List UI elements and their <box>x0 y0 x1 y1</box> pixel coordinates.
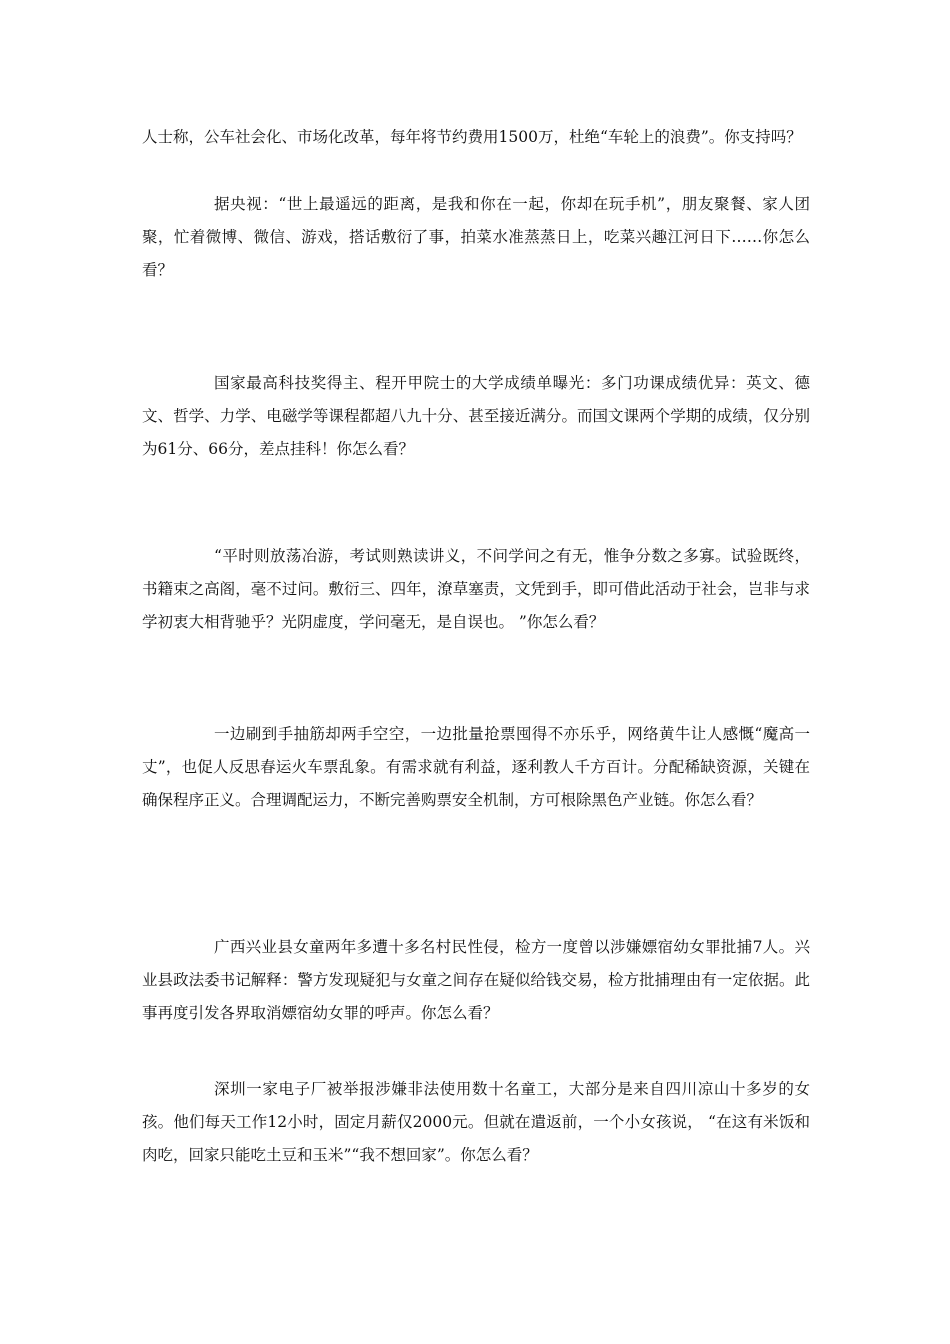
paragraph-1: 人士称，公车社会化、市场化改革，每年将节约费用1500万，杜绝“车轮上的浪费”。你支持吗？ <box>142 128 802 146</box>
paragraph-4: “平时则放荡冶游，考试则熟读讲义，不问学问之有无，惟争分数之多寡。试验既终，书籍束之高阁，毫不过问。敷衍三、四年，潦草塞责，文凭到手，即可借此活动于社会，岂非与求学初衷大相背驰乎？光阴虚度，学问毫无，是自误也。 ”你怎么看？ <box>142 547 810 631</box>
paragraph-7: 深圳一家电子厂被举报涉嫌非法使用数十名童工，大部分是来自四川凉山十多岁的女孩。他们每天工作12小时，固定月薪仅2000元。但就在遣返前，一个小女孩说， “在这有米饭和肉吃，回家只能吃土豆和玉米”“我不想回家”。你怎么看？ <box>142 1080 810 1164</box>
paragraph-2: 据央视：“世上最遥远的距离，是我和你在一起，你却在玩手机”，朋友聚餐、家人团聚，忙着微博、微信、游戏，搭话敷衍了事，拍菜水准蒸蒸日上，吃菜兴趣江河日下……你怎么看？ <box>142 195 810 279</box>
paragraph-6: 广西兴业县女童两年多遭十多名村民性侵，检方一度曾以涉嫌嫖宿幼女罪批捕7人。兴业县政法委书记解释：警方发现疑犯与女童之间存在疑似给钱交易，检方批捕理由有一定依据。此事再度引发各界取消嫖宿幼女罪的呼声。你怎么看？ <box>142 938 810 1022</box>
paragraph-3: 国家最高科技奖得主、程开甲院士的大学成绩单曝光：多门功课成绩优异：英文、德文、哲学、力学、电磁学等课程都超八九十分、甚至接近满分。而国文课两个学期的成绩，仅分别为61分、66分，差点挂科！你怎么看？ <box>142 374 810 458</box>
paragraph-5: 一边刷到手抽筋却两手空空，一边批量抢票囤得不亦乐乎，网络黄牛让人感慨“魔高一丈”，也促人反思春运火车票乱象。有需求就有利益，逐利教人千方百计。分配稀缺资源，关键在确保程序正义。合理调配运力，不断完善购票安全机制，方可根除黑色产业链。你怎么看？ <box>142 725 810 809</box>
